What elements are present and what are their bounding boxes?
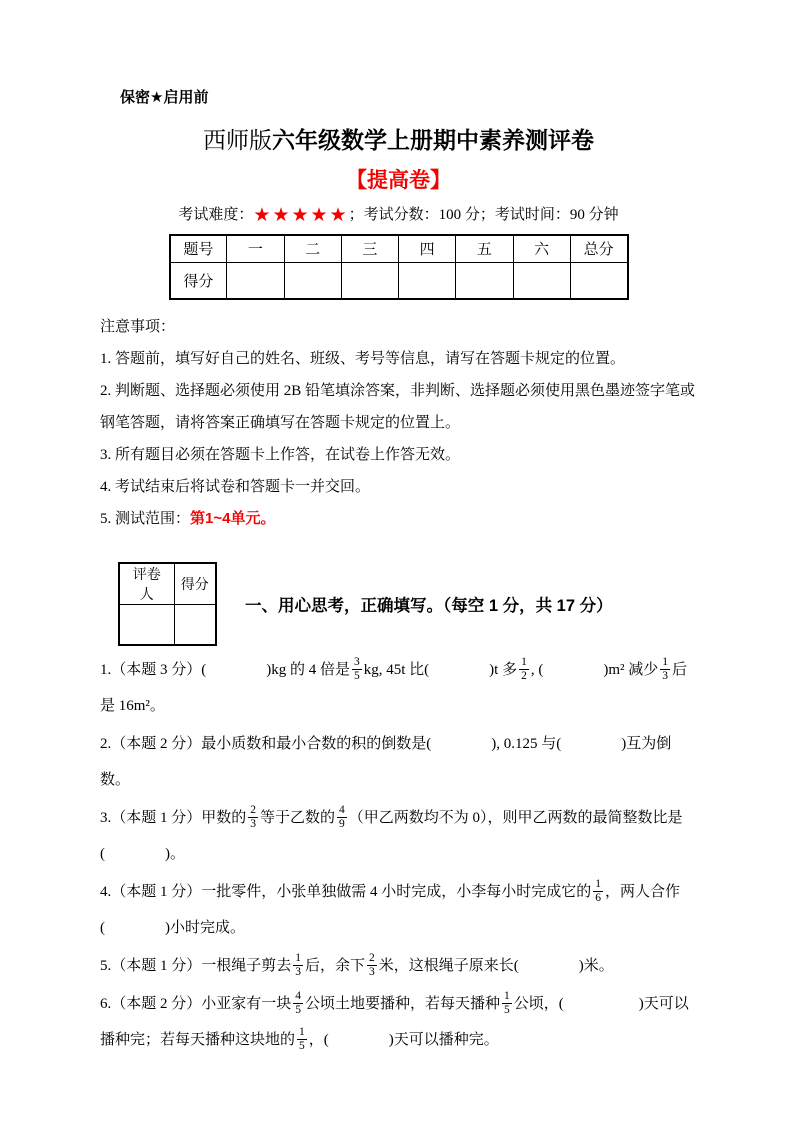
grader-table bbox=[118, 562, 217, 646]
score-table-score-cell bbox=[513, 262, 570, 299]
score-table-header-row bbox=[170, 235, 628, 262]
exam-meta-line bbox=[100, 203, 697, 227]
test-range-highlight: 第1~4单元。 bbox=[190, 510, 276, 527]
note-item: 1. 答题前，填写好自己的姓名、班级、考号等信息，请写在答题卡规定的位置。 bbox=[100, 351, 626, 367]
score-table-col-header: 四 bbox=[399, 235, 456, 262]
notes-section bbox=[100, 311, 697, 535]
score-table-score-row bbox=[170, 262, 628, 299]
question-item: 4.（本题 1 分）一批零件，小张单独做需 4 小时完成，小李每小时完成它的 $\frac{1}{6}$ ，两人合作( )小时完成。 bbox=[100, 877, 681, 936]
note-item: 5. 测试范围：第1~4单元。 bbox=[100, 510, 276, 527]
fraction: $\frac{1}{3}$ bbox=[295, 951, 302, 978]
score-table-col-header: 二 bbox=[284, 235, 341, 262]
question-item: 3.（本题 1 分）甲数的 $\frac{2}{3}$ 等于乙数的 $\frac{4}{9}$ （甲乙两数均不为 0），则甲乙两数的最简整数比是( )。 bbox=[100, 803, 683, 862]
score-table-col-header: 一 bbox=[227, 235, 284, 262]
question-item: 1.（本题 3 分）( )kg 的 4 倍是 $\frac{3}{5}$ kg, 45t 比( )t 多 $\frac{1}{2}$ , ( )m² 减少 $\frac{1}{3}$ 后是 16m²。 bbox=[100, 655, 687, 714]
fraction: $\frac{1}{3}$ bbox=[662, 655, 668, 682]
score-table-score-cell bbox=[284, 262, 341, 299]
exam-title-prefix: 西师版 bbox=[203, 127, 272, 153]
fraction: $\frac{4}{5}$ bbox=[295, 989, 302, 1016]
score-table-col-header: 六 bbox=[513, 235, 570, 262]
fraction: $\frac{2}{3}$ bbox=[250, 803, 257, 830]
fraction: $\frac{4}{9}$ bbox=[339, 803, 345, 830]
fraction: $\frac{3}{5}$ bbox=[354, 655, 360, 682]
score-table-col-header: 总分 bbox=[570, 235, 627, 262]
question-item: 5.（本题 1 分）一根绳子剪去 $\frac{1}{3}$ 后，余下 $\frac{2}{3}$ 米，这根绳子原来长( )米。 bbox=[100, 951, 614, 978]
grader-table-header-row bbox=[119, 563, 216, 605]
exam-title-main: 六年级数学上册期中素养测评卷 bbox=[272, 127, 594, 153]
confidential-notice: 保密★启用前 bbox=[120, 89, 209, 106]
score-table-score-cell bbox=[399, 262, 456, 299]
score-table-row2-label: 得分 bbox=[170, 262, 227, 299]
grader-table-empty-row bbox=[119, 605, 216, 645]
grader-row bbox=[118, 562, 697, 646]
score-table-score-cell bbox=[341, 262, 398, 299]
score-table-score-cell bbox=[456, 262, 513, 299]
score-table-col-header: 三 bbox=[341, 235, 398, 262]
question-item: 6.（本题 2 分）小亚家有一块 $\frac{4}{5}$ 公顷土地要播种，若每天播种 $\frac{1}{5}$ 公顷，( )天可以播种完；若每天播种这块地的 $\frac{1}{5}$ ，( )天可以播种完。 bbox=[100, 989, 689, 1052]
exam-subtitle: 【提高卷】 bbox=[346, 169, 451, 192]
exam-info: ；考试分数：100 分；考试时间：90 分钟 bbox=[348, 207, 619, 223]
questions bbox=[100, 652, 697, 1058]
grader-table-col2: 得分 bbox=[174, 563, 216, 605]
fraction: $\frac{1}{6}$ bbox=[595, 877, 602, 904]
score-table-col-header: 五 bbox=[456, 235, 513, 262]
grader-cell-reviewer bbox=[119, 605, 174, 645]
score-table-score-cell bbox=[227, 262, 284, 299]
note-item: 3. 所有题目必须在答题卡上作答，在试卷上作答无效。 bbox=[100, 447, 461, 463]
note-item: 4. 考试结束后将试卷和答题卡一并交回。 bbox=[100, 479, 371, 495]
grader-cell-score bbox=[174, 605, 216, 645]
exam-title bbox=[100, 122, 697, 155]
fraction: $\frac{1}{5}$ bbox=[299, 1025, 305, 1052]
score-table-row1-label: 题号 bbox=[170, 235, 227, 262]
question-item: 2.（本题 2 分）最小质数和最小合数的积的倒数是( ), 0.125 与( )互为倒数。 bbox=[100, 735, 672, 788]
notes-list bbox=[100, 343, 697, 535]
fraction: $\frac{1}{5}$ bbox=[504, 989, 510, 1016]
note-item: 2. 判断题、选择题必须使用 2B 铅笔填涂答案，非判断、选择题必须使用黑色墨迹签字笔或钢笔答题，请将答案正确填写在答题卡规定的位置上。 bbox=[100, 383, 696, 431]
notes-heading: 注意事项： bbox=[100, 319, 176, 335]
score-table-score-cell bbox=[570, 262, 627, 299]
fraction: $\frac{1}{2}$ bbox=[521, 655, 527, 682]
score-table bbox=[169, 234, 629, 300]
fraction: $\frac{2}{3}$ bbox=[369, 951, 375, 978]
difficulty-label: 考试难度： bbox=[178, 207, 254, 223]
star-rating-icon: ★★★★★ bbox=[253, 205, 349, 226]
section-one-heading: 一、用心思考，正确填写。（每空 1 分，共 17 分） bbox=[245, 596, 613, 615]
grader-table-col1: 评卷人 bbox=[119, 563, 174, 605]
